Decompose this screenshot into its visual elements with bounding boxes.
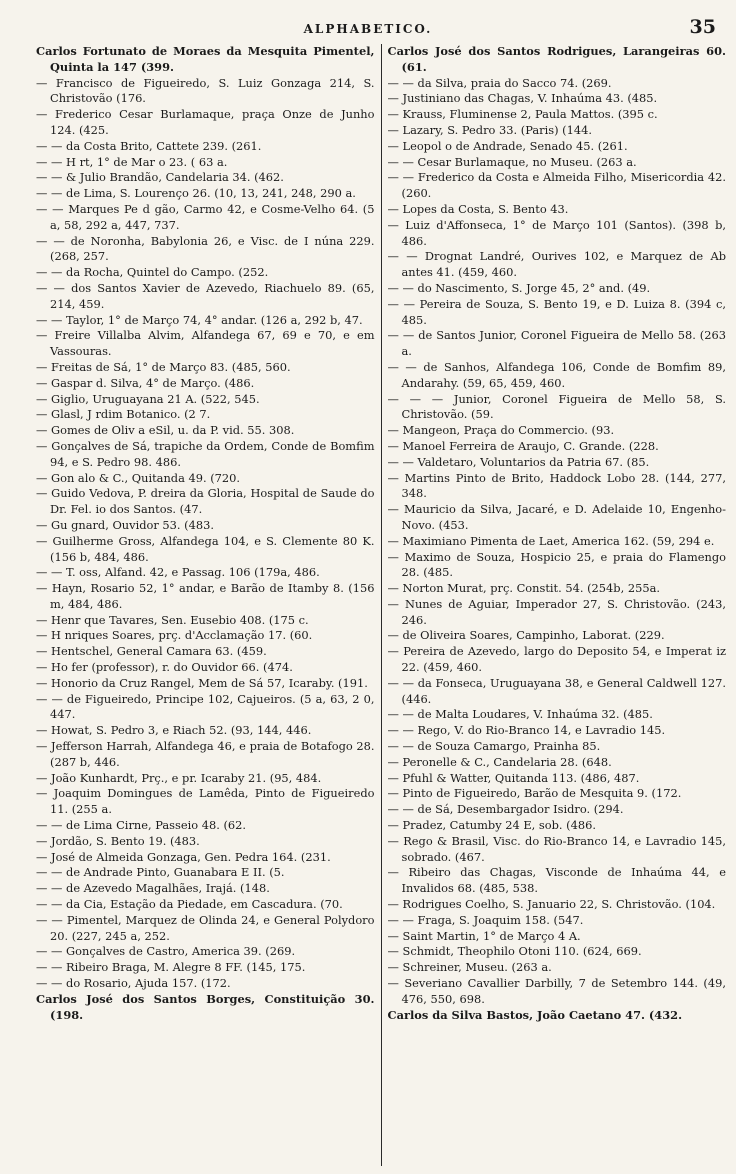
page-number: 35 bbox=[689, 16, 716, 38]
directory-entry: — — de Lima Cirne, Passeio 48. (62. bbox=[36, 818, 247, 833]
directory-entry: — — de Azevedo Magalhães, Irajá. (148. bbox=[36, 881, 270, 896]
directory-entry: — de Oliveira Soares, Campinho, Laborat. (229. bbox=[387, 628, 665, 643]
directory-entry: — Lopes da Costa, S. Bento 43. bbox=[387, 201, 569, 216]
directory-entry: — Howat, S. Pedro 3, e Riach 52. (93, 144, 446. bbox=[36, 723, 312, 738]
directory-entry: — — do Rosario, Ajuda 157. (172. bbox=[36, 976, 231, 991]
directory-entry: — Ribeiro das Chagas, Visconde de Inhaúma 44, e Invalidos 68. (485, 538. bbox=[387, 865, 726, 896]
directory-entry: — — Fraga, S. Joaquim 158. (547. bbox=[387, 912, 584, 927]
directory-entry: — — de Santos Junior, Coronel Figueira de Mello 58. (263 a. bbox=[387, 328, 726, 359]
running-title: ALPHABETICO. bbox=[303, 22, 433, 36]
directory-entry: — Saint Martin, 1° de Março 4 A. bbox=[387, 928, 581, 943]
directory-entry: — — da Rocha, Quintel do Campo. (252. bbox=[36, 265, 269, 280]
directory-entry: — Martins Pinto de Brito, Haddock Lobo 28. (144, 277, 348. bbox=[387, 470, 726, 501]
directory-entry: — Pradez, Catumby 24 E, sob. (486. bbox=[387, 818, 596, 833]
directory-entry: — Glasl, J rdim Botanico. (2 7. bbox=[36, 407, 211, 422]
directory-entry: — Hayn, Rosario 52, 1° andar, e Barão de Itamby 8. (156 m, 484, 486. bbox=[36, 581, 375, 611]
directory-entry: — — de Souza Camargo, Prainha 85. bbox=[387, 739, 601, 754]
directory-entry: — — Marques Pe d gão, Carmo 42, e Cosme-Velho 64. (5 a, 58, 292 a, 447, 737. bbox=[36, 201, 375, 232]
directory-entry: — H nriques Soares, prç. d'Acclamação 17. (60. bbox=[36, 628, 313, 643]
directory-entry: — — de Lima, S. Lourenço 26. (10, 13, 241, 248, 290 a. bbox=[36, 186, 356, 201]
directory-entry: — José de Almeida Gonzaga, Gen. Pedra 164. (231. bbox=[36, 849, 331, 864]
directory-entry: — Luiz d'Affonseca, 1° de Março 101 (Santos). (398 b, 486. bbox=[387, 217, 726, 248]
directory-entry: — Norton Murat, prç. Constit. 54. (254b, 255a. bbox=[387, 581, 660, 596]
directory-entry: — Gomes de Oliv a eSil, u. da P. vid. 55. 308. bbox=[36, 423, 295, 438]
directory-entry: — Gaspar d. Silva, 4° de Março. (486. bbox=[36, 375, 255, 390]
directory-entry: — — Cesar Burlamaque, no Museu. (263 a. bbox=[387, 154, 637, 169]
right-column bbox=[382, 44, 727, 1166]
left-column bbox=[36, 44, 382, 1166]
directory-entry: — — de Andrade Pinto, Guanabara E II. (5. bbox=[36, 865, 285, 880]
directory-entry: — Guilherme Gross, Alfandega 104, e S. Clemente 80 K. (156 b, 484, 486. bbox=[36, 533, 375, 564]
directory-entry: — — Drognat Landré, Ourives 102, e Marquez de Ab antes 41. (459, 460. bbox=[387, 249, 726, 280]
directory-entry: — Freire Villalba Alvim, Alfandega 67, 69 e 70, e em Vassouras. bbox=[36, 328, 375, 359]
directory-entry: — — & Julio Brandão, Candelaria 34. (462. bbox=[36, 170, 284, 185]
directory-entry: — Krauss, Fluminense 2, Paula Mattos. (395 c. bbox=[387, 107, 658, 122]
directory-entry: — — do Nascimento, S. Jorge 45, 2° and. (49. bbox=[387, 280, 651, 295]
directory-entry: — Henr que Tavares, Sen. Eusebio 408. (175 c. bbox=[36, 612, 309, 627]
directory-entry: — Mangeon, Praça do Commercio. (93. bbox=[387, 423, 615, 438]
directory-entry: — — dos Santos Xavier de Azevedo, Riachuelo 89. (65, 214, 459. bbox=[36, 280, 375, 311]
directory-entry: Carlos da Silva Bastos, João Caetano 47. (432. bbox=[387, 1007, 683, 1022]
directory-entry: — — de Malta Loudares, V. Inhaúma 32. (485. bbox=[387, 707, 653, 722]
directory-entry: — Ho fer (professor), r. do Ouvidor 66. (474. bbox=[36, 660, 293, 675]
directory-entry: — Jordão, S. Bento 19. (483. bbox=[36, 833, 200, 848]
running-head bbox=[0, 18, 736, 42]
directory-entry: — — de Figueiredo, Principe 102, Cajueiros. (5 a, 63, 2 0, 447. bbox=[36, 691, 375, 722]
directory-entry: — — de Sá, Desembargador Isidro. (294. bbox=[387, 802, 624, 817]
directory-entry: — Schreiner, Museu. (263 a. bbox=[387, 960, 552, 975]
directory-entry: — — Pereira de Souza, S. Bento 19, e D. Luiza 8. (394 c, 485. bbox=[387, 296, 726, 327]
directory-entry: — Rego & Brasil, Visc. do Rio-Branco 14, e Lavradio 145, sobrado. (467. bbox=[387, 833, 726, 864]
directory-entry: — Schmidt, Theophilo Otoni 110. (624, 669. bbox=[387, 944, 642, 959]
directory-entry: — Peronelle & C., Candelaria 28. (648. bbox=[387, 754, 612, 769]
directory-entry: — — da Cia, Estação da Piedade, em Cascadura. (70. bbox=[36, 897, 343, 912]
directory-entry: — — T. oss, Alfand. 42, e Passag. 106 (179a, 486. bbox=[36, 565, 320, 580]
directory-entry: — — da Costa Brito, Cattete 239. (261. bbox=[36, 138, 262, 153]
directory-entry: — — Valdetaro, Voluntarios da Patria 67. (85. bbox=[387, 454, 650, 469]
directory-entry: — Manoel Ferreira de Araujo, C. Grande. (228. bbox=[387, 438, 659, 453]
directory-entry: — Leopol o de Andrade, Senado 45. (261. bbox=[387, 138, 628, 153]
directory-entry: — — de Noronha, Babylonia 26, e Visc. de I núna 229. (268, 257. bbox=[36, 233, 375, 264]
directory-entry: — Rodrigues Coelho, S. Januario 22, S. Christovão. (104. bbox=[387, 897, 716, 912]
directory-entry: — Honorio da Cruz Rangel, Mem de Sá 57, Icaraby. (191. bbox=[36, 675, 368, 690]
directory-entry: — Freitas de Sá, 1° de Março 83. (485, 560. bbox=[36, 359, 291, 374]
directory-entry: — Mauricio da Silva, Jacaré, e D. Adelaide 10, Engenho-Novo. (453. bbox=[387, 502, 726, 532]
directory-entry: — — da Silva, praia do Sacco 74. (269. bbox=[387, 75, 612, 90]
directory-entry: — Maximo de Souza, Hospicio 25, e praia do Flamengo 28. (485. bbox=[387, 549, 726, 580]
directory-entry: — Gu gnard, Ouvidor 53. (483. bbox=[36, 517, 214, 532]
directory-entry: — Maximiano Pimenta de Laet, America 162. (59, 294 e. bbox=[387, 533, 715, 548]
directory-entry: — Francisco de Figueiredo, S. Luiz Gonzaga 214, S. Christovão (176. bbox=[36, 75, 375, 106]
directory-entry: — Pfuhl & Watter, Quitanda 113. (486, 487. bbox=[387, 770, 640, 785]
directory-entry: — Gonçalves de Sá, trapiche da Ordem, Conde de Bomfim 94, e S. Pedro 98. 486. bbox=[36, 438, 375, 469]
directory-entry: — — Pimentel, Marquez de Olinda 24, e General Polydoro 20. (227, 245 a, 252. bbox=[36, 912, 375, 943]
directory-columns bbox=[36, 44, 726, 1166]
directory-entry: — Nunes de Aguiar, Imperador 27, S. Christovão. (243, 246. bbox=[387, 596, 726, 627]
directory-entry: — Pinto de Figueiredo, Barão de Mesquita 9. (172. bbox=[387, 786, 682, 801]
directory-entry: — Pereira de Azevedo, largo do Deposito 54, e Imperat iz 22. (459, 460. bbox=[387, 644, 726, 675]
directory-entry: — — — Junior, Coronel Figueira de Mello 58, S. Christovão. (59. bbox=[387, 391, 726, 422]
directory-entry: Carlos José dos Santos Rodrigues, Larangeiras 60. (61. bbox=[387, 44, 726, 74]
directory-entry: — — de Sanhos, Alfandega 106, Conde de Bomfim 89, Andarahy. (59, 65, 459, 460. bbox=[387, 359, 726, 390]
directory-entry: — João Kunhardt, Prç., e pr. Icaraby 21. (95, 484. bbox=[36, 770, 322, 785]
directory-entry: — — Gonçalves de Castro, America 39. (269. bbox=[36, 944, 296, 959]
directory-entry: — — Rego, V. do Rio-Branco 14, e Lavradio 145. bbox=[387, 723, 666, 738]
directory-entry: — Frederico Cesar Burlamaque, praça Onze de Junho 124. (425. bbox=[36, 107, 375, 137]
directory-entry: — Giglio, Uruguayana 21 A. (522, 545. bbox=[36, 391, 260, 406]
directory-entry: — — Taylor, 1° de Março 74, 4° andar. (126 a, 292 b, 47. bbox=[36, 312, 363, 327]
directory-entry: Carlos Fortunato de Moraes da Mesquita Pimentel, Quinta la 147 (399. bbox=[36, 44, 375, 74]
directory-entry: — Severiano Cavallier Darbilly, 7 de Setembro 144. (49, 476, 550, 698. bbox=[387, 976, 726, 1006]
directory-entry: — — da Fonseca, Uruguayana 38, e General Caldwell 127. (446. bbox=[387, 675, 726, 706]
directory-entry: — Hentschel, General Camara 63. (459. bbox=[36, 644, 267, 659]
directory-entry: — Guido Vedova, P. dreira da Gloria, Hospital de Saude do Dr. Fel. io dos Santos. (47. bbox=[36, 486, 375, 517]
directory-entry: — — Ribeiro Braga, M. Alegre 8 FF. (145, 175. bbox=[36, 960, 306, 975]
directory-entry: — Gon alo & C., Quitanda 49. (720. bbox=[36, 470, 241, 485]
directory-entry: — Justiniano das Chagas, V. Inhaúma 43. (485. bbox=[387, 91, 658, 106]
directory-entry: Carlos José dos Santos Borges, Constituição 30. (198. bbox=[36, 991, 375, 1022]
directory-entry: — — Frederico da Costa e Almeida Filho, Misericordia 42. (260. bbox=[387, 170, 726, 201]
directory-entry: — Lazary, S. Pedro 33. (Paris) (144. bbox=[387, 122, 592, 137]
directory-entry: — Joaquim Domingues de Lamêda, Pinto de Figueiredo 11. (255 a. bbox=[36, 786, 375, 817]
directory-entry: — Jefferson Harrah, Alfandega 46, e praia de Botafogo 28. (287 b, 446. bbox=[36, 739, 375, 769]
directory-entry: — — H rt, 1° de Mar o 23. ( 63 a. bbox=[36, 154, 228, 169]
